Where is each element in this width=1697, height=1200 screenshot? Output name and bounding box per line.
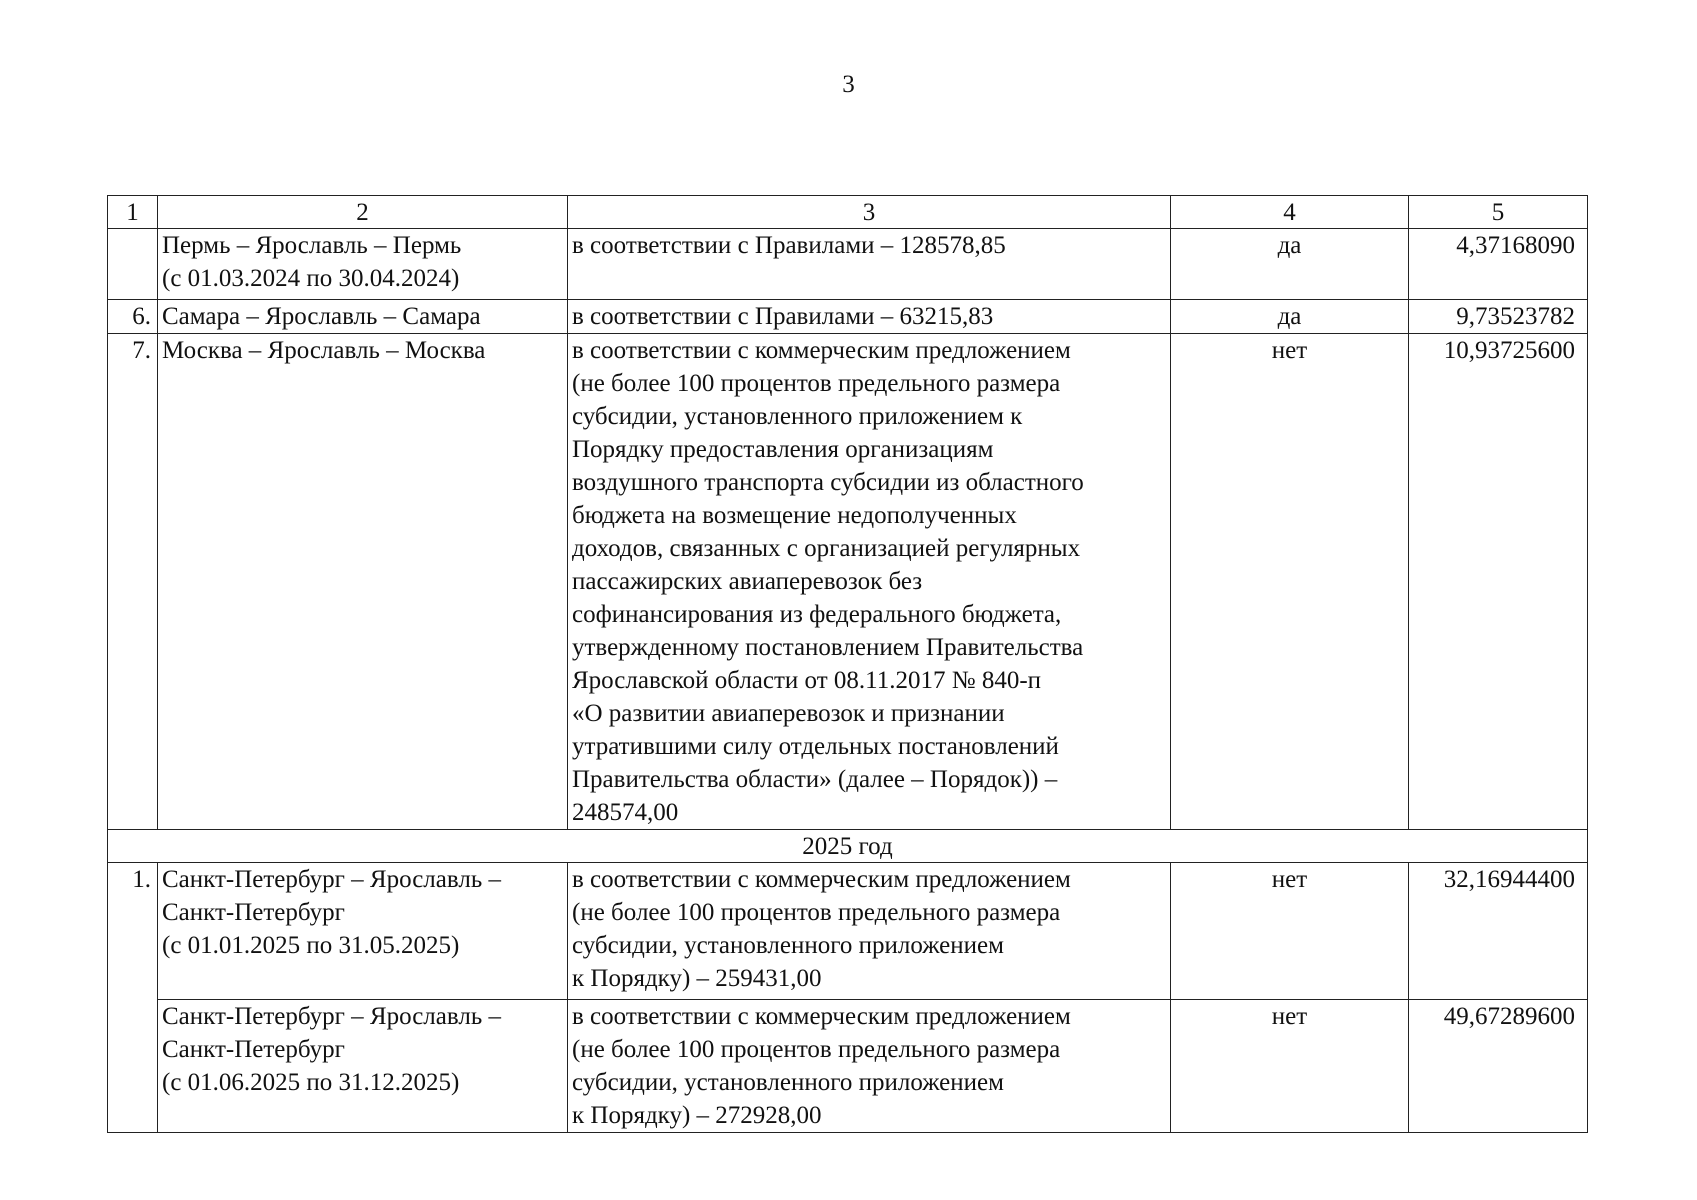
header-col-5: 5 [1409, 196, 1588, 229]
route-cell: Москва – Ярославль – Москва [158, 334, 568, 830]
value-cell: 9,73523782 [1409, 300, 1588, 334]
table-row [108, 334, 1588, 830]
route-cell: Санкт-Петербург – Ярославль – Санкт-Петербург (с 01.06.2025 по 31.12.2025) [158, 1000, 568, 1133]
flag-cell: нет [1171, 334, 1409, 830]
header-col-4: 4 [1171, 196, 1409, 229]
table-row [108, 863, 1588, 1000]
route-cell: Самара – Ярославль – Самара [158, 300, 568, 334]
row-number: 1. [108, 863, 158, 1133]
year-label: 2025 год [108, 830, 1588, 863]
basis-cell: в соответствии с коммерческим предложением (не более 100 процентов предельного размера субсидии, установленного приложением к Порядку) – 259431,00 [568, 863, 1171, 1000]
table-row [108, 1000, 1588, 1133]
table-row [108, 229, 1588, 300]
flag-cell: нет [1171, 863, 1409, 1000]
row-number [108, 229, 158, 300]
header-col-3: 3 [568, 196, 1171, 229]
basis-cell: в соответствии с Правилами – 128578,85 [568, 229, 1171, 300]
value-cell: 10,93725600 [1409, 334, 1588, 830]
subsidy-table [107, 195, 1588, 1133]
flag-cell: да [1171, 229, 1409, 300]
value-cell: 32,16944400 [1409, 863, 1588, 1000]
basis-cell: в соответствии с коммерческим предложением (не более 100 процентов предельного размера субсидии, установленного приложением к Порядку предоставления организациям воздушного транспорта субсидии из областного бюджета на возмещение недополученных доходов, связанных с организацией регулярных пассажирских авиаперевозок без софинансирования из федерального бюджета, утвержденному постановлением Правительства Ярославской области от 08.11.2017 № 840-п «О развитии авиаперевозок и признании утратившими силу отдельных постановлений Правительства области» (далее – Порядок)) – 248574,00 [568, 334, 1171, 830]
header-col-2: 2 [158, 196, 568, 229]
header-col-1: 1 [108, 196, 158, 229]
value-cell: 4,37168090 [1409, 229, 1588, 300]
table-row [108, 300, 1588, 334]
page-number: 3 [842, 71, 855, 98]
route-cell: Санкт-Петербург – Ярославль – Санкт-Петербург (с 01.01.2025 по 31.05.2025) [158, 863, 568, 1000]
value-cell: 49,67289600 [1409, 1000, 1588, 1133]
flag-cell: да [1171, 300, 1409, 334]
year-separator-row [108, 830, 1588, 863]
basis-cell: в соответствии с коммерческим предложением (не более 100 процентов предельного размера субсидии, установленного приложением к Порядку) – 272928,00 [568, 1000, 1171, 1133]
row-number: 7. [108, 334, 158, 830]
row-number: 6. [108, 300, 158, 334]
route-cell: Пермь – Ярославль – Пермь (с 01.03.2024 по 30.04.2024) [158, 229, 568, 300]
basis-cell: в соответствии с Правилами – 63215,83 [568, 300, 1171, 334]
table-header-row [108, 196, 1588, 229]
flag-cell: нет [1171, 1000, 1409, 1133]
